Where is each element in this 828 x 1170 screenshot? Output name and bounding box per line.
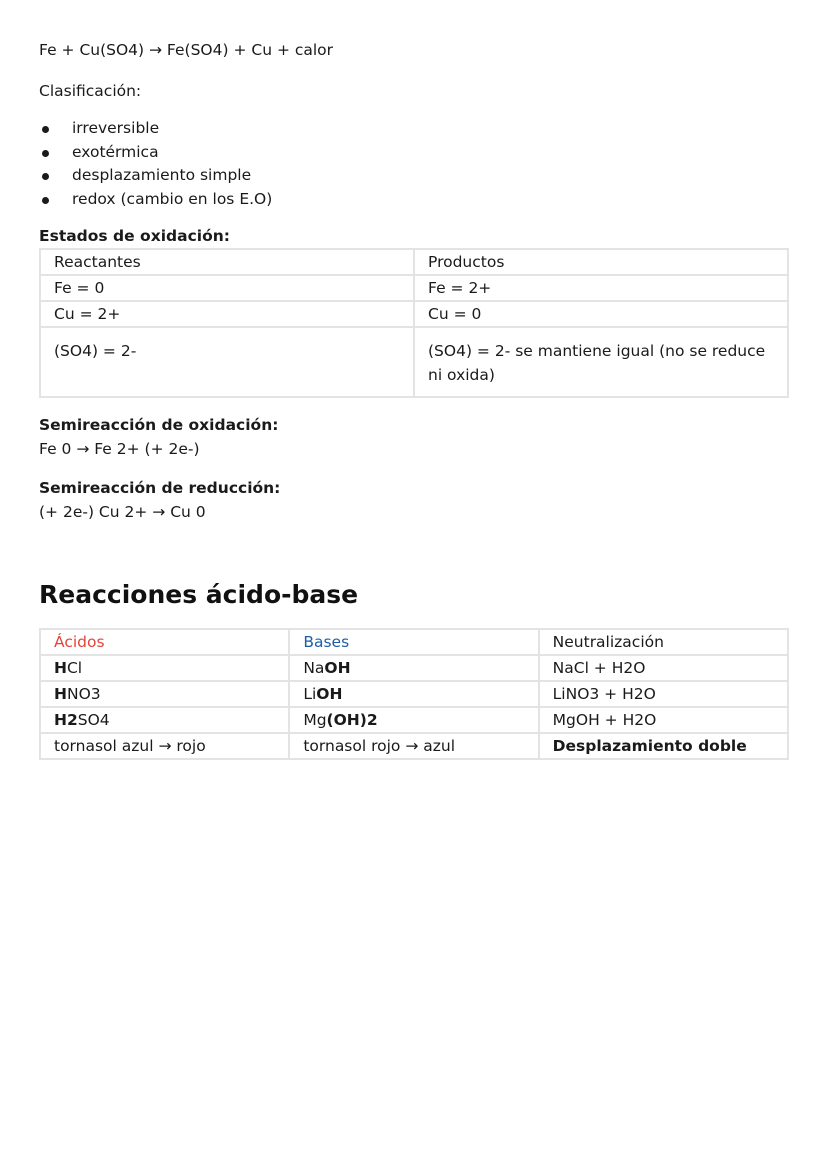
text: Na — [303, 659, 325, 677]
table-cell — [539, 733, 788, 759]
table-cell — [289, 681, 538, 707]
table-cell — [289, 707, 538, 733]
table-cell — [539, 681, 788, 707]
text: LiNO3 + H2O — [552, 685, 656, 703]
table-cell — [40, 707, 289, 733]
text: tornasol azul → rojo — [54, 737, 206, 755]
text: MgOH + H2O — [552, 711, 657, 729]
text: SO4 — [77, 711, 110, 729]
classification-label: Clasificación: — [39, 82, 142, 100]
reduction-half-heading: Semireacción de reducción: — [39, 479, 281, 497]
oxidation-half-heading: Semireacción de oxidación: — [39, 416, 279, 434]
table-row — [40, 301, 788, 327]
bold-text: OH — [316, 685, 343, 703]
acids-header: Ácidos — [40, 629, 289, 655]
table-cell: Fe = 2+ — [414, 275, 788, 301]
bold-text: H2 — [54, 711, 78, 729]
table-cell — [289, 733, 538, 759]
bold-text: (OH)2 — [326, 711, 378, 729]
table-cell: (SO4) = 2- se mantiene igual (no se reduce ni oxida) — [414, 327, 788, 397]
acid-base-table — [39, 628, 789, 760]
bold-text: H — [54, 659, 67, 677]
bold-text: H — [54, 685, 67, 703]
table-cell — [40, 655, 289, 681]
neutralization-header: Neutralización — [539, 629, 788, 655]
table-cell: Cu = 2+ — [40, 301, 414, 327]
bold-text: Desplazamiento doble — [552, 737, 747, 755]
text: NO3 — [66, 685, 101, 703]
list-item: irreversible — [39, 117, 789, 141]
text: Cl — [66, 659, 83, 677]
bold-text: OH — [324, 659, 351, 677]
oxidation-states-heading: Estados de oxidación: — [39, 227, 230, 245]
table-row — [40, 327, 788, 397]
table-cell — [539, 707, 788, 733]
table-row — [40, 275, 788, 301]
text: NaCl + H2O — [552, 659, 646, 677]
table-header-cell: Reactantes — [40, 249, 414, 275]
table-row — [40, 655, 788, 681]
bases-header: Bases — [289, 629, 538, 655]
text: tornasol rojo → azul — [303, 737, 456, 755]
classification-list — [39, 117, 789, 211]
table-row — [40, 681, 788, 707]
table-header-row — [40, 629, 788, 655]
acid-base-title: Reacciones ácido-base — [39, 580, 359, 609]
table-cell: Fe = 0 — [40, 275, 414, 301]
table-cell — [539, 655, 788, 681]
table-header-cell: Productos — [414, 249, 788, 275]
oxidation-half-reaction: Fe 0 → Fe 2+ (+ 2e-) — [39, 440, 200, 458]
list-item: exotérmica — [39, 141, 789, 165]
list-item: desplazamiento simple — [39, 164, 789, 188]
table-cell: Cu = 0 — [414, 301, 788, 327]
table-row — [40, 733, 788, 759]
text: Mg — [303, 711, 327, 729]
list-item: redox (cambio en los E.O) — [39, 188, 789, 212]
table-cell: (SO4) = 2- — [40, 327, 414, 397]
table-header-row — [40, 249, 788, 275]
table-cell — [289, 655, 538, 681]
reaction-equation: Fe + Cu(SO4) → Fe(SO4) + Cu + calor — [39, 41, 334, 59]
table-row — [40, 707, 788, 733]
reduction-half-reaction: (+ 2e-) Cu 2+ → Cu 0 — [39, 503, 206, 521]
oxidation-states-table — [39, 248, 789, 398]
table-cell — [40, 733, 289, 759]
text: Li — [303, 685, 317, 703]
table-cell — [40, 681, 289, 707]
